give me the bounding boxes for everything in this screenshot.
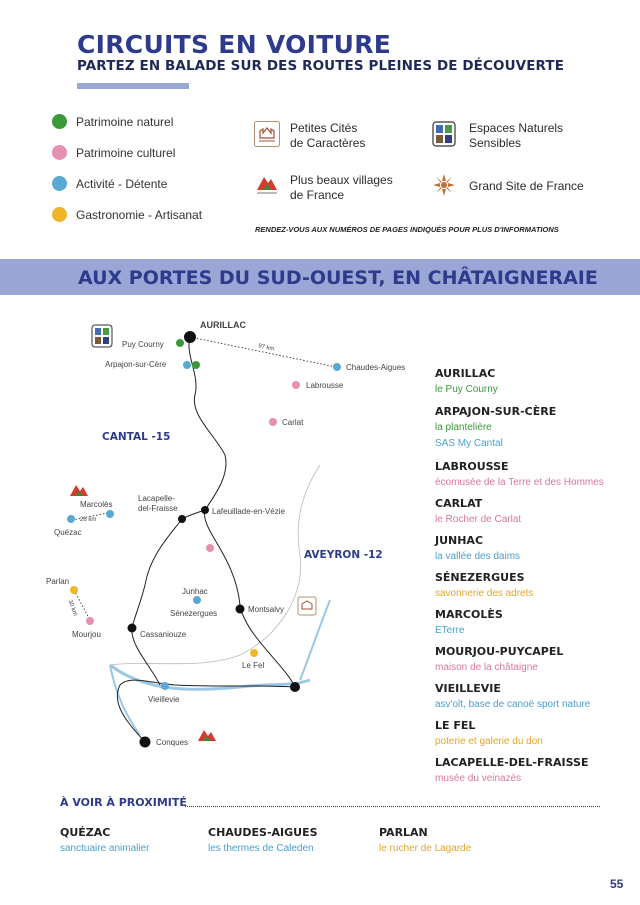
legend-petites-cites [290,121,365,151]
proximity-text: les thermes de Caleden [208,843,314,854]
map-label-labrousse: Labrousse [306,381,344,390]
site-item: SAS My Cantal [435,438,503,449]
page-subtitle: PARTEZ EN BALADE SUR DES ROUTES PLEINES DE DÉCOUVERTE [77,58,565,74]
section-title: AUX PORTES DU SUD-OUEST, EN CHÂTAIGNERAIE [78,267,598,289]
site-place: AURILLAC [435,367,496,380]
map-label-arpajon: Arpajon-sur-Cère [105,360,167,369]
proximity-title: À VOIR À PROXIMITÉ [60,796,187,809]
proximity-item [379,826,471,854]
title-underline [77,83,189,89]
proximity-place: PARLAN [379,826,428,839]
site-place: MARCOLÈS [435,608,503,621]
petites-cites-icon [254,121,280,152]
map-label-puy-courny: Puy Courny [122,340,164,349]
site-entry [435,405,635,460]
site-entry [435,756,635,793]
map-label-marcoles: Marcolès [80,500,113,509]
map-label-montsalvy: Montsalvy [248,605,285,614]
site-entry [435,608,635,645]
site-item: la plantelière [435,422,492,433]
map-distance-97: 97 km [257,343,275,353]
legend-grand-site [469,179,584,193]
legend-label: Petites Cités [290,121,358,135]
map-label-lafeuillade: Lafeuillade-en-Vézie [212,507,285,516]
site-place: ARPAJON-SUR-CÈRE [435,405,557,418]
map-distance-30: 30 km [66,599,78,617]
espaces-naturels-icon [432,121,456,152]
blue-dot-icon [52,176,67,191]
map-label-chaudes-aigues: Chaudes-Aigues [346,363,406,372]
legend-label: Gastronomie - Artisanat [76,207,203,222]
sites-list [435,367,635,793]
site-entry [435,534,635,571]
site-item: la vallée des daims [435,551,521,562]
legend-label: Patrimoine culturel [76,145,176,160]
yellow-dot-icon [52,207,67,222]
site-item: savonnerie des adrets [435,588,534,599]
site-entry [435,367,635,405]
map-label-junhac: Junhac [182,587,208,596]
legend-gastronomie [52,207,202,222]
legend-label: de France [290,188,345,202]
legend-label: Patrimoine naturel [76,114,174,129]
page-title: CIRCUITS EN VOITURE [77,30,392,59]
site-entry [435,497,635,534]
legend-label: Espaces Naturels [469,121,564,135]
site-entry [435,645,635,682]
map-label-mourjou: Mourjou [72,630,101,639]
map-label-parlan: Parlan [46,577,70,586]
legend-label: Grand Site de France [469,179,584,193]
proximity-text: le rucher de Lagarde [379,843,472,854]
legend-activite [52,176,167,191]
map-label-vieillevie: Vieillevie [148,695,180,704]
site-place: LACAPELLE-DEL-FRAISSE [435,756,589,769]
site-place: SÉNEZERGUES [435,571,525,584]
site-item: musée du veinazès [435,773,522,784]
plus-beaux-villages-icon [254,172,280,203]
legend-label: Sensibles [469,136,522,150]
legend-plus-beaux-villages [290,173,393,203]
site-place: JUNHAC [435,534,484,547]
site-place: LE FEL [435,719,476,732]
legend-label: Activité - Détente [76,176,168,191]
legend-label: de Caractères [290,136,366,150]
site-item: le Puy Courny [435,384,498,395]
dept-cantal: CANTAL -15 [102,431,171,443]
grand-site-icon [432,171,456,204]
map-distance-26: 26 km [80,517,97,523]
legend-culturel [52,145,175,160]
site-entry [435,460,635,497]
legend-naturel [52,114,173,129]
site-item: maison de la châtaigne [435,662,538,673]
site-item: asv'olt, base de canoë sport nature [435,699,591,710]
site-place: LABROUSSE [435,460,509,473]
page-number: 55 [610,877,624,891]
site-item: écomusée de la Terre et des Hommes [435,477,604,488]
map-label-quezac: Quézac [54,528,82,537]
site-item: le Rocher de Carlat [435,514,522,525]
map-label-carlat: Carlat [282,418,304,427]
legend-note: RENDEZ-VOUS AUX NUMÉROS DE PAGES INDIQUÉS POUR PLUS D'INFORMATIONS [255,225,559,234]
site-entry [435,682,635,719]
proximity-item [60,826,150,854]
map-label-senezergues: Sénezergues [170,609,218,618]
proximity-text: sanctuaire animalier [60,843,150,854]
legend-espaces-naturels [469,121,563,151]
proximity-place: CHAUDES-AIGUES [208,826,318,839]
site-entry [435,719,635,756]
site-entry [435,571,635,608]
dept-aveyron: AVEYRON -12 [304,549,383,561]
pink-dot-icon [52,145,67,160]
site-place: VIEILLEVIE [435,682,501,695]
proximity-item [208,826,318,854]
map-label-lacapelle: Lacapelle- del-Fraisse [138,494,178,513]
legend-label: Plus beaux villages [290,173,393,187]
green-dot-icon [52,114,67,129]
proximity-divider [185,806,600,807]
map-label-cassaniouze: Cassaniouze [140,630,187,639]
site-place: MOURJOU-PUYCAPEL [435,645,564,658]
site-item: poterie et galerie du don [435,736,543,747]
proximity-place: QUÉZAC [60,826,111,839]
map-label-le-fel: Le Fel [242,661,265,670]
site-item: ETerre [435,625,465,636]
site-place: CARLAT [435,497,483,510]
map-label-aurillac: AURILLAC [200,320,246,330]
map-label-conques: Conques [156,738,189,747]
